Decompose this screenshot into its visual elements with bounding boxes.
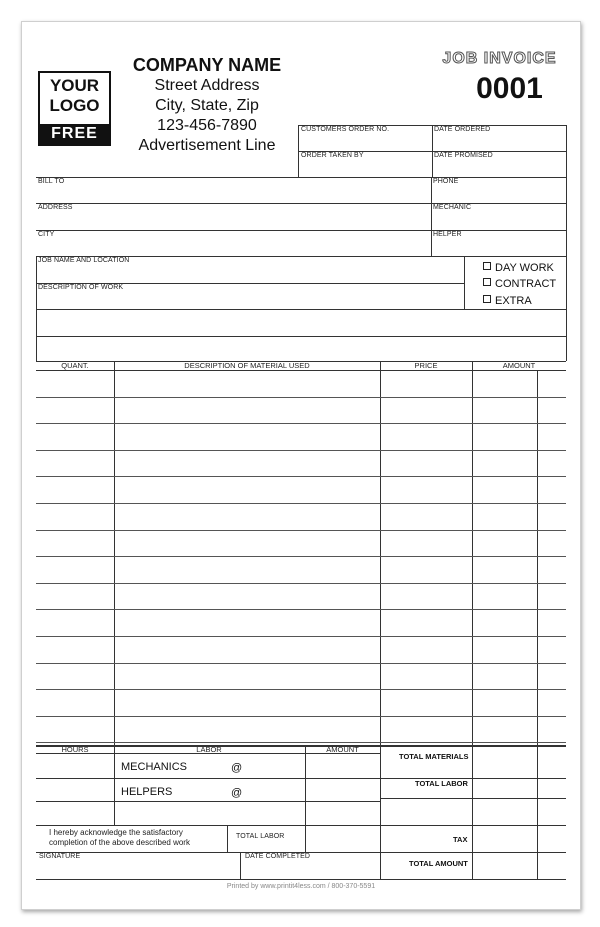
table-row	[36, 609, 566, 610]
option-contract[interactable]: CONTRACT	[483, 278, 556, 290]
helpers-at-sign: @	[231, 787, 243, 799]
total-materials-label: TOTAL MATERIALS	[399, 752, 469, 761]
mechanic-label: MECHANIC	[433, 204, 472, 211]
table-row	[36, 503, 566, 504]
checkbox-icon	[483, 262, 491, 270]
company-name: COMPANY NAME	[132, 55, 282, 75]
company-street: Street Address	[154, 77, 260, 94]
checkbox-icon	[483, 278, 491, 286]
logo-line-1: YOUR	[49, 76, 100, 95]
customers-order-no-label: CUSTOMERS ORDER NO.	[301, 126, 390, 133]
logo-line-3: FREE	[40, 124, 109, 144]
logo	[38, 71, 111, 146]
table-row	[36, 636, 566, 637]
labor-amount-header: AMOUNT	[326, 745, 359, 754]
labor-header: LABOR	[196, 745, 222, 754]
table-row	[36, 556, 566, 557]
table-row	[36, 689, 566, 690]
amount-header: AMOUNT	[502, 361, 536, 370]
option-day-work[interactable]: DAY WORK	[483, 262, 554, 274]
ack-total-labor-label: TOTAL LABOR	[236, 833, 285, 840]
order-taken-by-label: ORDER TAKEN BY	[301, 152, 364, 159]
table-row	[36, 423, 566, 424]
city-label: CITY	[38, 231, 55, 238]
total-amount-label: TOTAL AMOUNT	[409, 859, 468, 868]
tax-label: TAX	[453, 835, 468, 844]
checkbox-icon	[483, 295, 491, 303]
mechanics-label: MECHANICS	[121, 761, 188, 773]
price-header: PRICE	[414, 361, 438, 370]
helpers-label: HELPERS	[121, 786, 173, 798]
date-ordered-label: DATE ORDERED	[434, 126, 491, 133]
acknowledgement-line-2: completion of the above described work	[49, 838, 190, 847]
invoice-sheet	[21, 21, 581, 910]
address-label: ADDRESS	[38, 204, 73, 211]
table-row	[36, 663, 566, 664]
mechanics-at-sign: @	[231, 762, 243, 774]
date-completed-label: DATE COMPLETED	[245, 853, 311, 860]
printer-footer: Printed by www.printit4less.com / 800-370-5591	[226, 883, 376, 890]
date-promised-label: DATE PROMISED	[434, 152, 493, 159]
company-city: City, State, Zip	[155, 97, 259, 114]
invoice-number: 0001	[476, 72, 543, 105]
total-labor-label: TOTAL LABOR	[415, 779, 468, 788]
company-ad-line: Advertisement Line	[138, 137, 276, 154]
signature-label: SIGNATURE	[39, 853, 81, 860]
logo-line-2: LOGO	[49, 96, 100, 115]
acknowledgement-line-1: I hereby acknowledge the satisfactory	[49, 828, 183, 837]
company-phone: 123-456-7890	[157, 117, 257, 134]
table-row	[36, 397, 566, 398]
invoice-title: JOB INVOICE	[442, 50, 557, 67]
phone-label: PHONE	[433, 178, 459, 185]
table-row	[36, 716, 566, 717]
bill-to-label: BILL TO	[38, 178, 65, 185]
description-of-work-label: DESCRIPTION OF WORK	[38, 284, 124, 291]
table-row	[36, 583, 566, 584]
table-row	[36, 742, 566, 743]
table-row	[36, 450, 566, 451]
job-name-label: JOB NAME AND LOCATION	[38, 257, 130, 264]
description-header: DESCRIPTION OF MATERIAL USED	[184, 361, 310, 370]
table-row	[36, 476, 566, 477]
quant-header: QUANT.	[61, 361, 89, 370]
table-row	[36, 530, 566, 531]
hours-header: HOURS	[61, 745, 89, 754]
option-extra[interactable]: EXTRA	[483, 295, 532, 307]
helper-label: HELPER	[433, 231, 462, 238]
